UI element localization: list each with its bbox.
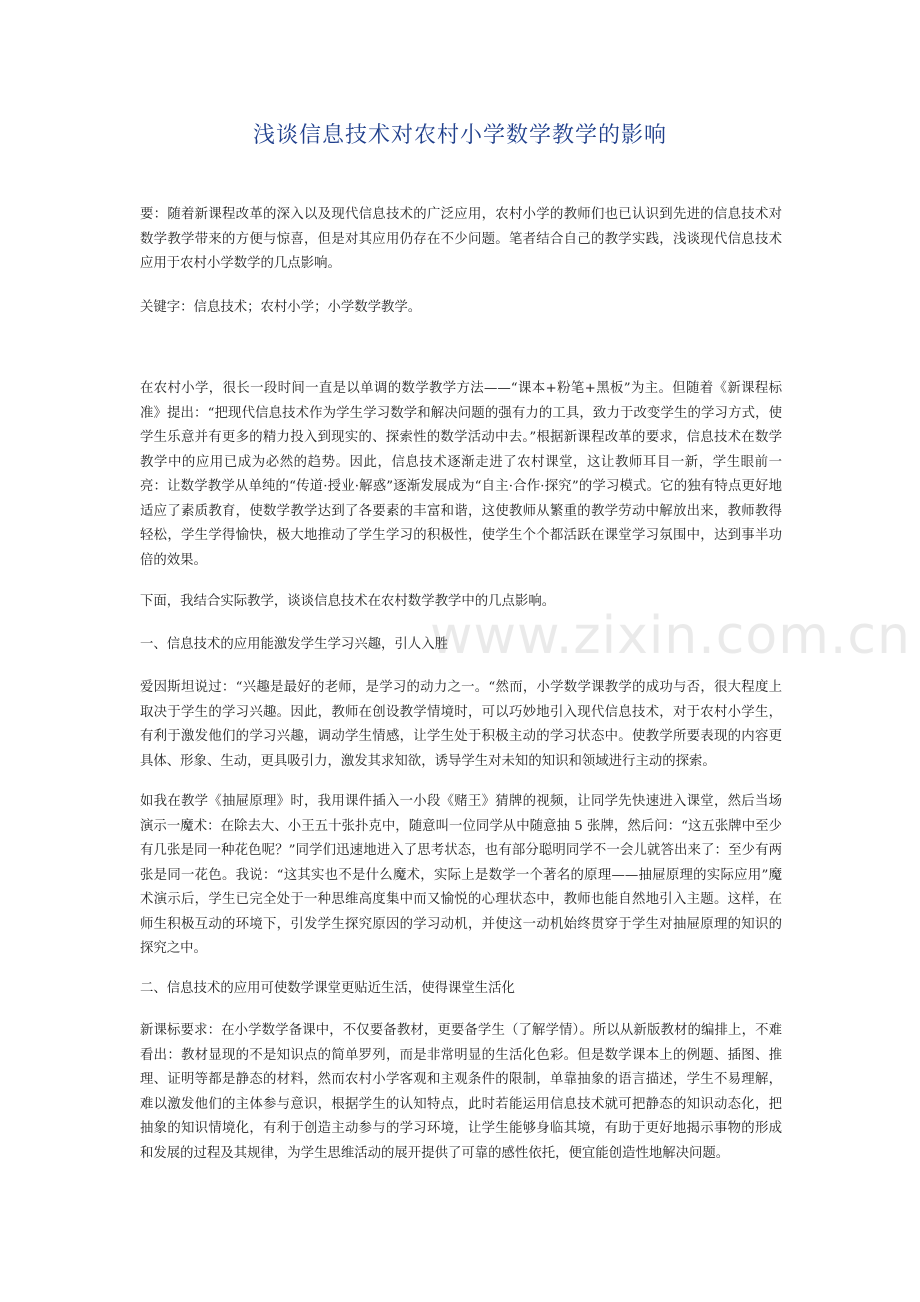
- section2-paragraph-1: 新课标要求：在小学数学备课中，不仅要备教材，更要备学生（了解学情）。所以从新版教材的编排上，不难看出：教材显现的不是知识点的简单罗列，而是非常明显的生活化色彩。但是数学课本上的例题、插图、推理、证明等都是静态的材料，然而农村小学客观和主观条件的限制，单靠抽象的语言描述，学生不易理解，难以激发他们的主体参与意识，根据学生的认知特点，此时若能运用信息技术就可把静态的知识动态化，把抽象的知识情境化，有利于创造主动参与的学习环境，让学生能够身临其境，有助于更好地揭示事物的形成和发展的过程及其规律，为学生思维活动的展开提供了可靠的感性依托，便宜能创造性地解决问题。: [140, 1023, 782, 1161]
- abstract-paragraph: 要：随着新课程改革的深入以及现代信息技术的广泛应用，农村小学的教师们也已认识到先进的信息技术对数学教学带来的方便与惊喜，但是对其应用仍存在不少问题。笔者结合自己的教学实践，浅谈现代信息技术应用于农村小学数学的几点影响。: [140, 207, 782, 271]
- keywords-line: 关键字：信息技术；农村小学；小学数学教学。: [140, 300, 422, 315]
- transition-paragraph: 下面，我结合实际教学，谈谈信息技术在农村数学教学中的几点影响。: [140, 594, 556, 609]
- section1-paragraph-1: 爱因斯坦说过：“兴趣是最好的老师，是学习的动力之一。“然而，小学数学课教学的成功与否，很大程度上取决于学生的学习兴趣。因此，教师在创设教学情境时，可以巧妙地引入现代信息技术，对于农村小学生，有利于激发他们的学习兴趣，调动学生情感，让学生处于积极主动的学习状态中。使教学所要表现的内容更具体、形象、生动，更具吸引力，激发其求知欲，诱导学生对未知的知识和领域进行主动的探索。: [140, 680, 782, 769]
- document-title: 浅谈信息技术对农村小学数学教学的影响: [252, 123, 667, 148]
- intro-paragraph: 在农村小学，很长一段时间一直是以单调的数学教学方法——“课本+粉笔+黑板”为主。但随着《新课程标准》提出：“把现代信息技术作为学生学习数学和解决问题的强有力的工具，致力于改变学生的学习方式，使学生乐意并有更多的精力投入到现实的、探索性的数学活动中去。”根据新课程改革的要求，信息技术在数学教学中的应用已成为必然的趋势。因此，信息技术逐渐走进了农村课堂，这让教师耳目一新，学生眼前一亮：让数学教学从单纯的“传道·授业·解惑”逐渐发展成为“自主·合作·探究”的学习模式。它的独有特点更好地适应了素质教育，使数学教学达到了各要素的丰富和谐，这使教师从繁重的教学劳动中解放出来，教师教得轻松，学生学得愉快，极大地推动了学生学习的积极性，使学生个个都活跃在课堂学习氛围中，达到事半功倍的效果。: [140, 381, 782, 568]
- section1-paragraph-2: 如我在教学《抽屉原理》时，我用课件插入一小段《赌王》猜牌的视频，让同学先快速进入课堂，然后当场演示一魔术：在除去大、小王五十张扑克中，随意叫一位同学从中随意抽 5 张牌，然后问：“这五张牌中至少有几张是同一种花色呢？”同学们迅速地进入了思考状态，也有部分聪明同学不一会儿就答出来了：至少有两张是同一花色。我说：“这其实也不是什么魔术，实际上是数学一个著名的原理——抽屉原理的实际应用”魔术演示后，学生已完全处于一种思维高度集中而又愉悦的心理状态中，教师也能自然地引入主题。这样，在师生积极互动的环境下，引发学生探究原因的学习动机，并使这一动机始终贯穿于学生对抽屉原理的知识的探究之中。: [140, 794, 782, 956]
- watermark: www.zixin.com.cn: [430, 606, 911, 666]
- section-heading-1: 一、信息技术的应用能激发学生学习兴趣，引人入胜: [140, 637, 448, 652]
- section-heading-2: 二、信息技术的应用可使数学课堂更贴近生活，使得课堂生活化: [140, 981, 515, 996]
